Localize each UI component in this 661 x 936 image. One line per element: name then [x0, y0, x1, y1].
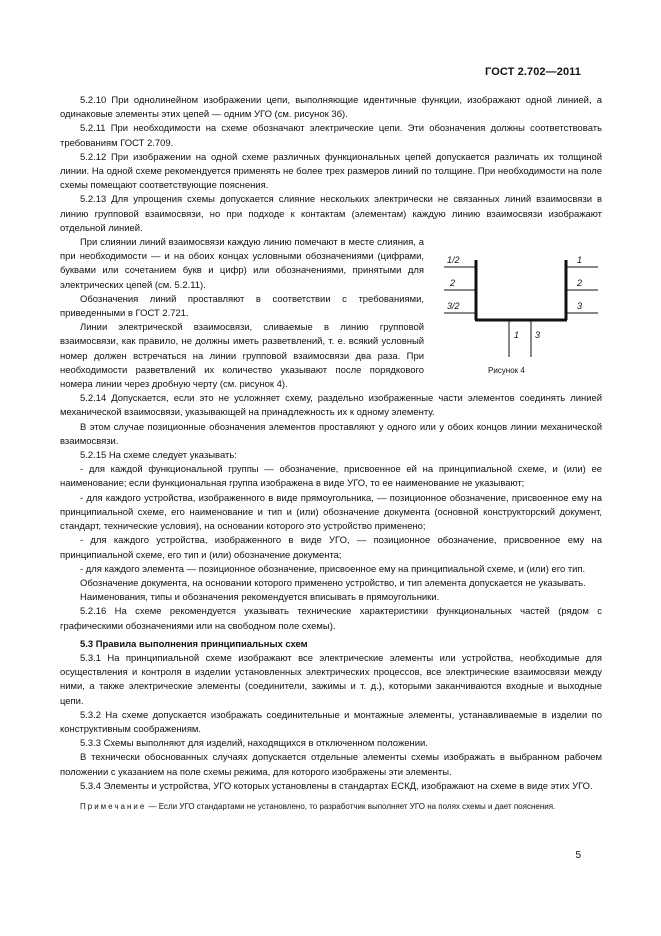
para-mech: В этом случае позиционные обозначения элементов проставляют у одного или у обоих концов линии механической взаимосвязи. [60, 421, 602, 447]
list-item-element: - для каждого элемента — позиционное обозначение, присвоенное ему на принципиальной схеме, и (или) его тип. [80, 563, 586, 575]
list-item-group: - для каждой функциональной группы — обозначение, присвоенное ей на принципиальной схеме, и (или) ее наименование; если функциональная группа изображена в виде УГО, то ее наименование не указывают; [60, 464, 602, 490]
page-number: 5 [575, 850, 581, 861]
para-tech: В технически обоснованных случаях допускается отдельные элементы схемы изображать в выбранном рабочем положении с указанием на поле схемы режима, для которого изображены эти элементы. [60, 752, 602, 778]
para-5-2-12: 5.2.12 При изображении на одной схеме различных функциональных цепей допускается различать их толщиной линии. На одной схеме рекомендуется применять не более трех размеров линий по толщине. При необходимости на поле схемы помещают соответствующие пояснения. [60, 151, 602, 192]
label-bottom-1: 1 [514, 330, 520, 341]
para-5-2-11: 5.2.11 При необходимости на схеме обозначают электрические цепи. Эти обозначения должны соответствовать требованиям ГОСТ 2.709. [60, 123, 602, 149]
list-item-ugo: - для каждого устройства, изображенного в виде УГО, — позиционное обозначение, присвоенное ему на принципиальной схеме, его тип и (или) обозначение документа; [60, 535, 602, 561]
label-right-3: 3 [577, 301, 583, 312]
figure-4 [434, 242, 604, 392]
para-5-3-3: 5.3.3 Схемы выполняют для изделий, находящихся в отключенном положении. [80, 738, 428, 750]
para-lines-branch: Линии электрической взаимосвязи, сливаемые в линию групповой взаимосвязи, как правило, не должны иметь разветвлений, т. е. всякий условный номер должен встречаться на линии групповой взаимосвязи два раза. При необходимости разветвлений их количество указывают после порядкового номера линии через дробную черту (см. рисунок 4). [60, 322, 424, 391]
label-left-3: 3/2 [447, 301, 460, 312]
note-text: — Если УГО стандартами не установлено, то разработчик выполняет УГО на полях схемы и дает пояснения. [146, 801, 556, 811]
label-right-1: 1 [577, 255, 583, 266]
label-bottom-3: 3 [535, 330, 541, 341]
list-item-rect: - для каждого устройства, изображенного в виде прямоугольника, — позиционное обозначение, присвоенное ему на принципиальной схеме, его наименование и тип и (или) обозначение документа (основной конструкторский документ, стандарт, технические условия), на основании которого это устройство применено; [60, 492, 602, 533]
para-5-3-2: 5.3.2 На схеме допускается изображать соединительные и монтажные элементы, устанавливаемые в изделии по конструктивным соображениям. [60, 709, 602, 735]
para-5-2-13: 5.2.13 Для упрощения схемы допускается слияние нескольких электрически не связанных линий взаимосвязи в линию групповой взаимосвязи, но при подходе к контактам (элементам) каждую линию взаимосвязи изображают отдельной линией. [60, 194, 602, 234]
para-merge: При слиянии линий взаимосвязи каждую линию помечают в месте слияния, а при необходимости — и на обоих концах условными обозначениями (цифрами, буквами или сочетанием букв и цифр) или обозначениями, принятыми для электрических цепей (см. 5.2.11). [60, 237, 424, 291]
section-heading-5-3: 5.3 Правила выполнения принципиальных схем [80, 638, 308, 650]
doc-header: ГОСТ 2.702—2011 [485, 66, 581, 78]
para-5-2-15: 5.2.15 На схеме следует указывать: [80, 450, 237, 462]
figure-caption: Рисунок 4 [488, 366, 525, 376]
para-names: Наименования, типы и обозначения рекомендуется вписывать в прямоугольники. [80, 592, 440, 604]
label-left-1: 1/2 [447, 255, 460, 266]
para-5-3-4: 5.3.4 Элементы и устройства, УГО которых установлены в стандартах ЕСКД, изображают на схеме в виде этих УГО. [80, 780, 593, 792]
document-body [60, 94, 602, 813]
para-5-2-10: 5.2.10 При однолинейном изображении цепи, выполняющие идентичные функции, изображают одной линией, а одинаковые элементы этих цепей — одним УГО (см. рисунок 3б). [60, 95, 602, 121]
para-5-3-1: 5.3.1 На принципиальной схеме изображают все электрические элементы или устройства, необходимые для осуществления и контроля в изделии установленных электрических процессов, все электрические взаимосвязи между ними, а также электрические элементы (соединители, зажимы и т. д.), которыми заканчиваются входные и выходные цепи. [60, 652, 602, 707]
note-label: Примечание [80, 801, 147, 811]
label-left-2: 2 [450, 278, 456, 289]
label-right-2: 2 [577, 278, 583, 289]
note [60, 801, 602, 813]
para-5-2-14: 5.2.14 Допускается, если это не усложняет схему, раздельно изображенные части элементов соединять линией механической взаимосвязи, указывающей на принадлежность их к одному элементу. [60, 393, 602, 419]
para-5-2-16: 5.2.16 На схеме рекомендуется указывать технические характеристики функциональных частей (рядом с графическими обозначениями или на свободном поле схемы). [60, 606, 602, 632]
para-lines-gost: Обозначения линий проставляют в соответствии с требованиями, приведенными в ГОСТ 2.721. [60, 293, 424, 320]
para-docdes: Обозначение документа, на основании которого применено устройство, и тип элемента допускается не указывать. [80, 577, 586, 589]
